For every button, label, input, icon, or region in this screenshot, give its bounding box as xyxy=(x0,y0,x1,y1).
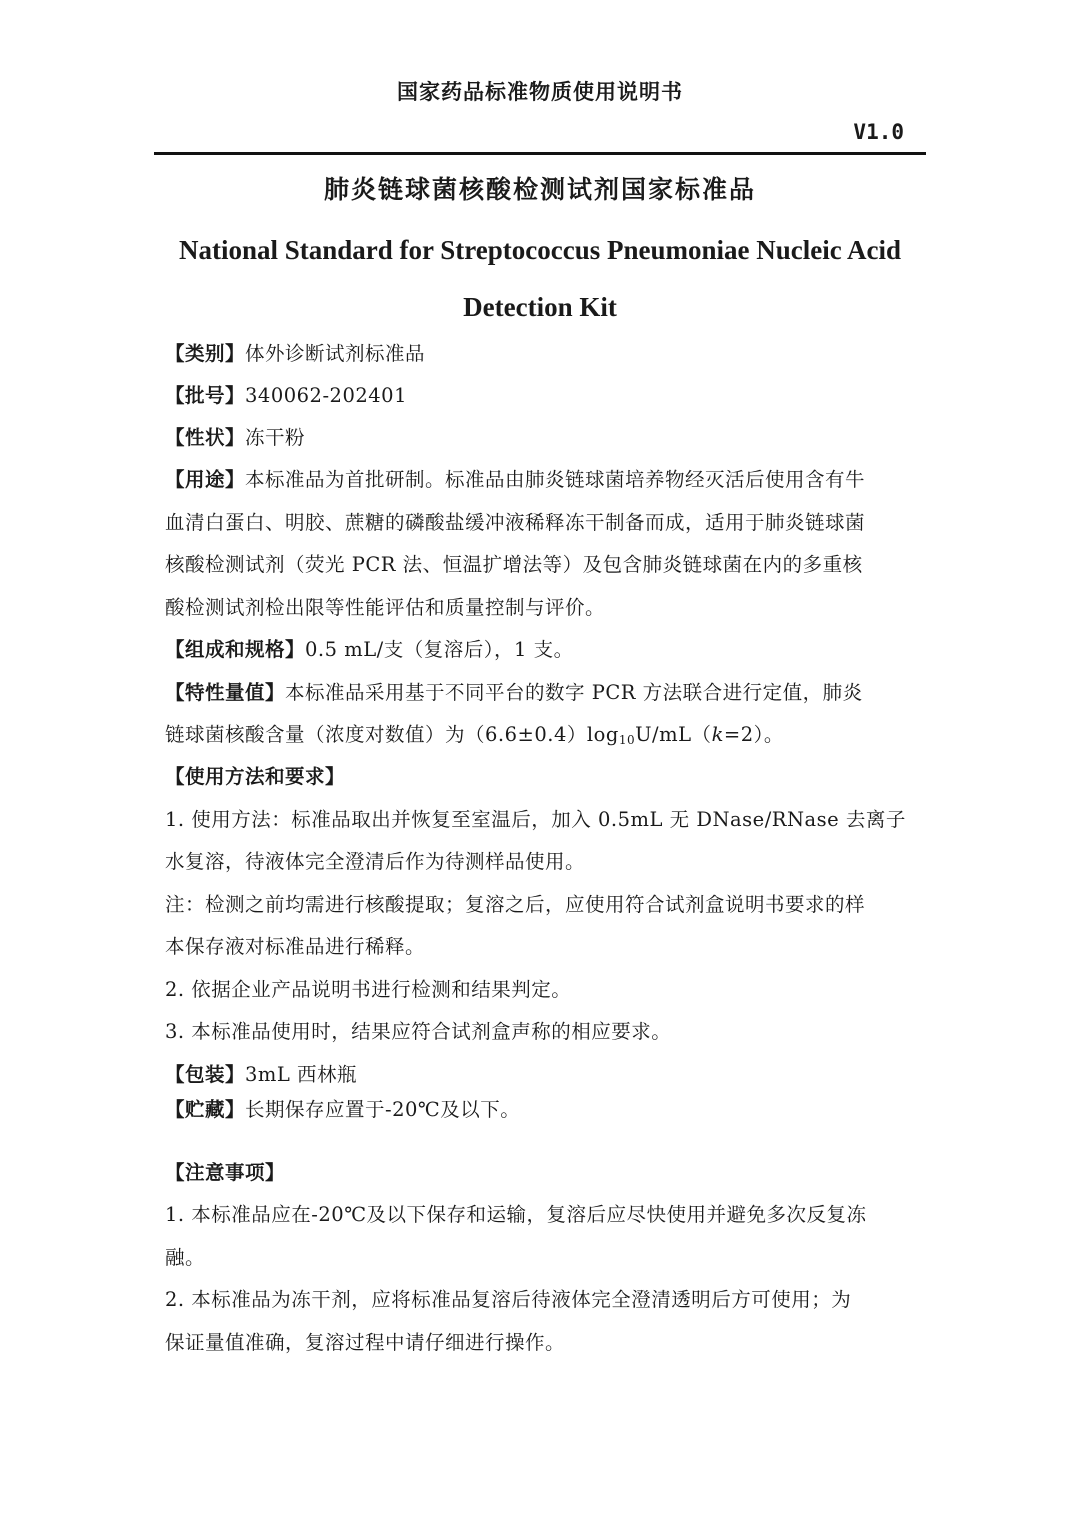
field-category xyxy=(165,340,925,368)
field-characteristic-label: 【特性量值】 xyxy=(165,681,286,704)
field-characteristic-text: 本标准品采用基于不同平台的数字 PCR 方法联合进行定值，肺炎 xyxy=(285,681,863,704)
field-composition-value: 0.5 mL/支（复溶后），1 支。 xyxy=(305,638,574,661)
header-divider xyxy=(154,152,926,155)
title-english-line1: National Standard for Streptococcus Pneumoniae Nucleic Acid xyxy=(179,235,901,265)
method-step2: 2. 依据企业产品说明书进行检测和结果判定。 xyxy=(165,978,572,1001)
field-composition-label: 【组成和规格】 xyxy=(165,638,306,661)
field-batch-value: 340062-202401 xyxy=(245,384,407,407)
field-characteristic-line1 xyxy=(165,679,925,707)
field-storage xyxy=(165,1096,925,1124)
field-category-label: 【类别】 xyxy=(165,342,246,365)
field-package-value: 3mL 西林瓶 xyxy=(245,1063,358,1086)
field-usage-line1 xyxy=(165,466,925,494)
field-usage-label: 【用途】 xyxy=(165,468,246,491)
precaution-item2-line1: 2. 本标准品为冻干剂，应将标准品复溶后待液体完全澄清透明后方可使用；为 xyxy=(165,1288,852,1311)
field-usage-line3: 核酸检测试剂（荧光 PCR 法、恒温扩增法等）及包含肺炎链球菌在内的多重核 xyxy=(165,553,863,576)
field-usage-text: 本标准品为首批研制。标准品由肺炎链球菌培养物经灭活后使用含有牛 xyxy=(245,468,866,491)
field-batch-label: 【批号】 xyxy=(165,384,246,407)
field-storage-value: 长期保存应置于-20℃及以下。 xyxy=(245,1098,521,1121)
field-usage-line4: 酸检测试剂检出限等性能评估和质量控制与评价。 xyxy=(165,596,606,619)
field-category-value: 体外诊断试剂标准品 xyxy=(245,342,426,365)
field-property-label: 【性状】 xyxy=(165,426,246,449)
title-english-line2: Detection Kit xyxy=(463,292,617,322)
field-method-label: 【使用方法和要求】 xyxy=(165,765,346,788)
characteristic-pre: 链球菌核酸含量（浓度对数值）为（6.6±0.4）log xyxy=(165,723,619,746)
characteristic-k: k xyxy=(711,723,724,746)
method-step1-line2: 水复溶，待液体完全澄清后作为待测样品使用。 xyxy=(165,850,586,873)
characteristic-mid: U/mL（ xyxy=(635,723,712,746)
field-characteristic-line2 xyxy=(165,721,925,754)
field-usage-line2: 血清白蛋白、明胶、蔗糖的磷酸盐缓冲液稀释冻干制备而成，适用于肺炎链球菌 xyxy=(165,511,866,534)
field-property-value: 冻干粉 xyxy=(245,426,306,449)
method-step1-line1: 1. 使用方法：标准品取出并恢复至室温后，加入 0.5mL 无 DNase/RNase 去离子 xyxy=(165,808,906,831)
field-package xyxy=(165,1061,925,1089)
method-note-line1: 注：检测之前均需进行核酸提取；复溶之后，应使用符合试剂盒说明书要求的样 xyxy=(165,893,866,916)
method-note-line2: 本保存液对标准品进行稀释。 xyxy=(165,935,426,958)
precaution-item1-line1: 1. 本标准品应在-20℃及以下保存和运输，复溶后应尽快使用并避免多次反复冻 xyxy=(165,1203,867,1226)
method-step3: 3. 本标准品使用时，结果应符合试剂盒声称的相应要求。 xyxy=(165,1020,672,1043)
header-title: 国家药品标准物质使用说明书 xyxy=(397,79,683,104)
field-package-label: 【包装】 xyxy=(165,1063,246,1086)
precaution-item2-line2: 保证量值准确，复溶过程中请仔细进行操作。 xyxy=(165,1331,566,1354)
field-batch xyxy=(165,382,925,410)
field-precautions-label: 【注意事项】 xyxy=(165,1161,286,1184)
characteristic-sub: 10 xyxy=(618,733,636,747)
characteristic-post: =2）。 xyxy=(723,723,784,746)
precaution-item1-line2: 融。 xyxy=(165,1246,206,1269)
field-storage-label: 【贮藏】 xyxy=(165,1098,246,1121)
version-label: V1.0 xyxy=(853,120,904,144)
field-property xyxy=(165,424,925,452)
title-english xyxy=(150,222,930,336)
title-chinese: 肺炎链球菌核酸检测试剂国家标准品 xyxy=(323,175,756,204)
field-composition xyxy=(165,636,925,664)
